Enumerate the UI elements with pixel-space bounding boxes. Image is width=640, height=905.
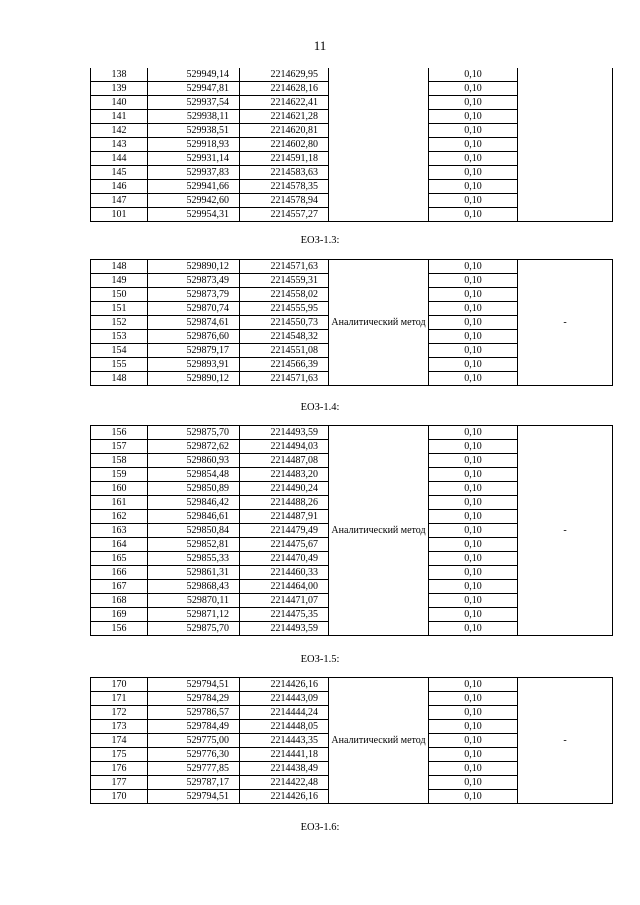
error-cell: 0,10 (429, 82, 518, 96)
error-cell: 0,10 (429, 608, 518, 622)
x-coordinate-cell: 529942,60 (148, 194, 240, 208)
point-number-cell: 176 (91, 762, 148, 776)
y-coordinate-cell: 2214460,33 (240, 566, 329, 580)
y-coordinate-cell: 2214628,16 (240, 82, 329, 96)
x-coordinate-cell: 529890,12 (148, 372, 240, 386)
error-cell: 0,10 (429, 496, 518, 510)
note-cell (518, 68, 613, 222)
y-coordinate-cell: 2214629,95 (240, 68, 329, 82)
x-coordinate-cell: 529938,51 (148, 124, 240, 138)
point-number-cell: 146 (91, 180, 148, 194)
section-label-eoz-1-4: ЕОЗ-1.4: (300, 402, 340, 413)
x-coordinate-cell: 529855,33 (148, 552, 240, 566)
method-cell: Аналитический метод (329, 678, 429, 804)
y-coordinate-cell: 2214566,39 (240, 358, 329, 372)
error-cell: 0,10 (429, 734, 518, 748)
x-coordinate-cell: 529947,81 (148, 82, 240, 96)
x-coordinate-cell: 529846,42 (148, 496, 240, 510)
x-coordinate-cell: 529850,84 (148, 524, 240, 538)
y-coordinate-cell: 2214578,35 (240, 180, 329, 194)
error-cell: 0,10 (429, 330, 518, 344)
point-number-cell: 167 (91, 580, 148, 594)
error-cell: 0,10 (429, 426, 518, 440)
x-coordinate-cell: 529794,51 (148, 678, 240, 692)
error-cell: 0,10 (429, 166, 518, 180)
point-number-cell: 169 (91, 608, 148, 622)
x-coordinate-cell: 529860,93 (148, 454, 240, 468)
y-coordinate-cell: 2214441,18 (240, 748, 329, 762)
y-coordinate-cell: 2214490,24 (240, 482, 329, 496)
point-number-cell: 174 (91, 734, 148, 748)
error-cell: 0,10 (429, 454, 518, 468)
error-cell: 0,10 (429, 316, 518, 330)
point-number-cell: 157 (91, 440, 148, 454)
point-number-cell: 170 (91, 790, 148, 804)
y-coordinate-cell: 2214470,49 (240, 552, 329, 566)
error-cell: 0,10 (429, 274, 518, 288)
point-number-cell: 152 (91, 316, 148, 330)
error-cell: 0,10 (429, 194, 518, 208)
x-coordinate-cell: 529787,17 (148, 776, 240, 790)
error-cell: 0,10 (429, 110, 518, 124)
error-cell: 0,10 (429, 580, 518, 594)
y-coordinate-cell: 2214483,20 (240, 468, 329, 482)
y-coordinate-cell: 2214550,73 (240, 316, 329, 330)
coordinate-table-eoz-1-5 (90, 677, 613, 804)
page-number: 11 (313, 38, 327, 53)
y-coordinate-cell: 2214487,91 (240, 510, 329, 524)
y-coordinate-cell: 2214602,80 (240, 138, 329, 152)
y-coordinate-cell: 2214622,41 (240, 96, 329, 110)
y-coordinate-cell: 2214422,48 (240, 776, 329, 790)
coordinate-table-continued (90, 68, 613, 222)
error-cell: 0,10 (429, 678, 518, 692)
y-coordinate-cell: 2214475,35 (240, 608, 329, 622)
error-cell: 0,10 (429, 776, 518, 790)
point-number-cell: 165 (91, 552, 148, 566)
y-coordinate-cell: 2214443,09 (240, 692, 329, 706)
table-row (91, 68, 613, 82)
point-number-cell: 155 (91, 358, 148, 372)
point-number-cell: 162 (91, 510, 148, 524)
point-number-cell: 153 (91, 330, 148, 344)
error-cell: 0,10 (429, 372, 518, 386)
y-coordinate-cell: 2214493,59 (240, 622, 329, 636)
point-number-cell: 168 (91, 594, 148, 608)
x-coordinate-cell: 529861,31 (148, 566, 240, 580)
x-coordinate-cell: 529876,60 (148, 330, 240, 344)
x-coordinate-cell: 529954,31 (148, 208, 240, 222)
note-cell: - (518, 260, 613, 386)
x-coordinate-cell: 529786,57 (148, 706, 240, 720)
point-number-cell: 143 (91, 138, 148, 152)
error-cell: 0,10 (429, 440, 518, 454)
x-coordinate-cell: 529893,91 (148, 358, 240, 372)
x-coordinate-cell: 529784,29 (148, 692, 240, 706)
point-number-cell: 166 (91, 566, 148, 580)
x-coordinate-cell: 529949,14 (148, 68, 240, 82)
point-number-cell: 145 (91, 166, 148, 180)
y-coordinate-cell: 2214438,49 (240, 762, 329, 776)
y-coordinate-cell: 2214620,81 (240, 124, 329, 138)
error-cell: 0,10 (429, 706, 518, 720)
y-coordinate-cell: 2214557,27 (240, 208, 329, 222)
x-coordinate-cell: 529937,83 (148, 166, 240, 180)
error-cell: 0,10 (429, 358, 518, 372)
x-coordinate-cell: 529775,00 (148, 734, 240, 748)
point-number-cell: 151 (91, 302, 148, 316)
x-coordinate-cell: 529875,70 (148, 426, 240, 440)
x-coordinate-cell: 529874,61 (148, 316, 240, 330)
y-coordinate-cell: 2214551,08 (240, 344, 329, 358)
point-number-cell: 141 (91, 110, 148, 124)
point-number-cell: 154 (91, 344, 148, 358)
point-number-cell: 142 (91, 124, 148, 138)
point-number-cell: 140 (91, 96, 148, 110)
coordinate-table-eoz-1-4 (90, 425, 613, 636)
x-coordinate-cell: 529870,74 (148, 302, 240, 316)
section-label-eoz-1-3: ЕОЗ-1.3: (300, 235, 340, 246)
point-number-cell: 148 (91, 260, 148, 274)
error-cell: 0,10 (429, 180, 518, 194)
x-coordinate-cell: 529872,62 (148, 440, 240, 454)
y-coordinate-cell: 2214494,03 (240, 440, 329, 454)
y-coordinate-cell: 2214475,67 (240, 538, 329, 552)
method-cell: Аналитический метод (329, 426, 429, 636)
x-coordinate-cell: 529873,49 (148, 274, 240, 288)
error-cell: 0,10 (429, 302, 518, 316)
error-cell: 0,10 (429, 482, 518, 496)
error-cell: 0,10 (429, 566, 518, 580)
point-number-cell: 164 (91, 538, 148, 552)
point-number-cell: 171 (91, 692, 148, 706)
point-number-cell: 172 (91, 706, 148, 720)
point-number-cell: 101 (91, 208, 148, 222)
point-number-cell: 147 (91, 194, 148, 208)
y-coordinate-cell: 2214488,26 (240, 496, 329, 510)
error-cell: 0,10 (429, 288, 518, 302)
y-coordinate-cell: 2214559,31 (240, 274, 329, 288)
y-coordinate-cell: 2214578,94 (240, 194, 329, 208)
error-cell: 0,10 (429, 594, 518, 608)
x-coordinate-cell: 529941,66 (148, 180, 240, 194)
table-row (91, 426, 613, 440)
y-coordinate-cell: 2214479,49 (240, 524, 329, 538)
x-coordinate-cell: 529868,43 (148, 580, 240, 594)
y-coordinate-cell: 2214558,02 (240, 288, 329, 302)
y-coordinate-cell: 2214493,59 (240, 426, 329, 440)
error-cell: 0,10 (429, 720, 518, 734)
error-cell: 0,10 (429, 622, 518, 636)
x-coordinate-cell: 529846,61 (148, 510, 240, 524)
error-cell: 0,10 (429, 152, 518, 166)
y-coordinate-cell: 2214583,63 (240, 166, 329, 180)
x-coordinate-cell: 529794,51 (148, 790, 240, 804)
error-cell: 0,10 (429, 260, 518, 274)
point-number-cell: 144 (91, 152, 148, 166)
point-number-cell: 163 (91, 524, 148, 538)
point-number-cell: 177 (91, 776, 148, 790)
error-cell: 0,10 (429, 524, 518, 538)
error-cell: 0,10 (429, 468, 518, 482)
x-coordinate-cell: 529777,85 (148, 762, 240, 776)
table-row (91, 678, 613, 692)
error-cell: 0,10 (429, 510, 518, 524)
y-coordinate-cell: 2214555,95 (240, 302, 329, 316)
point-number-cell: 156 (91, 426, 148, 440)
error-cell: 0,10 (429, 538, 518, 552)
error-cell: 0,10 (429, 68, 518, 82)
y-coordinate-cell: 2214443,35 (240, 734, 329, 748)
note-cell: - (518, 426, 613, 636)
note-cell: - (518, 678, 613, 804)
x-coordinate-cell: 529879,17 (148, 344, 240, 358)
point-number-cell: 138 (91, 68, 148, 82)
error-cell: 0,10 (429, 208, 518, 222)
point-number-cell: 158 (91, 454, 148, 468)
y-coordinate-cell: 2214426,16 (240, 790, 329, 804)
x-coordinate-cell: 529776,30 (148, 748, 240, 762)
error-cell: 0,10 (429, 138, 518, 152)
method-cell (329, 68, 429, 222)
x-coordinate-cell: 529873,79 (148, 288, 240, 302)
point-number-cell: 175 (91, 748, 148, 762)
error-cell: 0,10 (429, 96, 518, 110)
coordinate-table-eoz-1-3 (90, 259, 613, 386)
y-coordinate-cell: 2214487,08 (240, 454, 329, 468)
x-coordinate-cell: 529871,12 (148, 608, 240, 622)
y-coordinate-cell: 2214448,05 (240, 720, 329, 734)
x-coordinate-cell: 529918,93 (148, 138, 240, 152)
error-cell: 0,10 (429, 124, 518, 138)
error-cell: 0,10 (429, 762, 518, 776)
point-number-cell: 160 (91, 482, 148, 496)
point-number-cell: 161 (91, 496, 148, 510)
x-coordinate-cell: 529931,14 (148, 152, 240, 166)
y-coordinate-cell: 2214571,63 (240, 260, 329, 274)
y-coordinate-cell: 2214621,28 (240, 110, 329, 124)
x-coordinate-cell: 529852,81 (148, 538, 240, 552)
error-cell: 0,10 (429, 344, 518, 358)
x-coordinate-cell: 529937,54 (148, 96, 240, 110)
y-coordinate-cell: 2214426,16 (240, 678, 329, 692)
point-number-cell: 150 (91, 288, 148, 302)
y-coordinate-cell: 2214548,32 (240, 330, 329, 344)
point-number-cell: 159 (91, 468, 148, 482)
point-number-cell: 148 (91, 372, 148, 386)
point-number-cell: 156 (91, 622, 148, 636)
y-coordinate-cell: 2214471,07 (240, 594, 329, 608)
x-coordinate-cell: 529870,11 (148, 594, 240, 608)
x-coordinate-cell: 529854,48 (148, 468, 240, 482)
section-label-eoz-1-6: ЕОЗ-1.6: (300, 822, 340, 833)
y-coordinate-cell: 2214444,24 (240, 706, 329, 720)
section-label-eoz-1-5: ЕОЗ-1.5: (300, 654, 340, 665)
method-cell: Аналитический метод (329, 260, 429, 386)
y-coordinate-cell: 2214464,00 (240, 580, 329, 594)
point-number-cell: 173 (91, 720, 148, 734)
y-coordinate-cell: 2214591,18 (240, 152, 329, 166)
error-cell: 0,10 (429, 748, 518, 762)
x-coordinate-cell: 529890,12 (148, 260, 240, 274)
error-cell: 0,10 (429, 552, 518, 566)
x-coordinate-cell: 529875,70 (148, 622, 240, 636)
table-row (91, 260, 613, 274)
x-coordinate-cell: 529938,11 (148, 110, 240, 124)
point-number-cell: 149 (91, 274, 148, 288)
point-number-cell: 170 (91, 678, 148, 692)
y-coordinate-cell: 2214571,63 (240, 372, 329, 386)
x-coordinate-cell: 529850,89 (148, 482, 240, 496)
point-number-cell: 139 (91, 82, 148, 96)
error-cell: 0,10 (429, 790, 518, 804)
x-coordinate-cell: 529784,49 (148, 720, 240, 734)
error-cell: 0,10 (429, 692, 518, 706)
